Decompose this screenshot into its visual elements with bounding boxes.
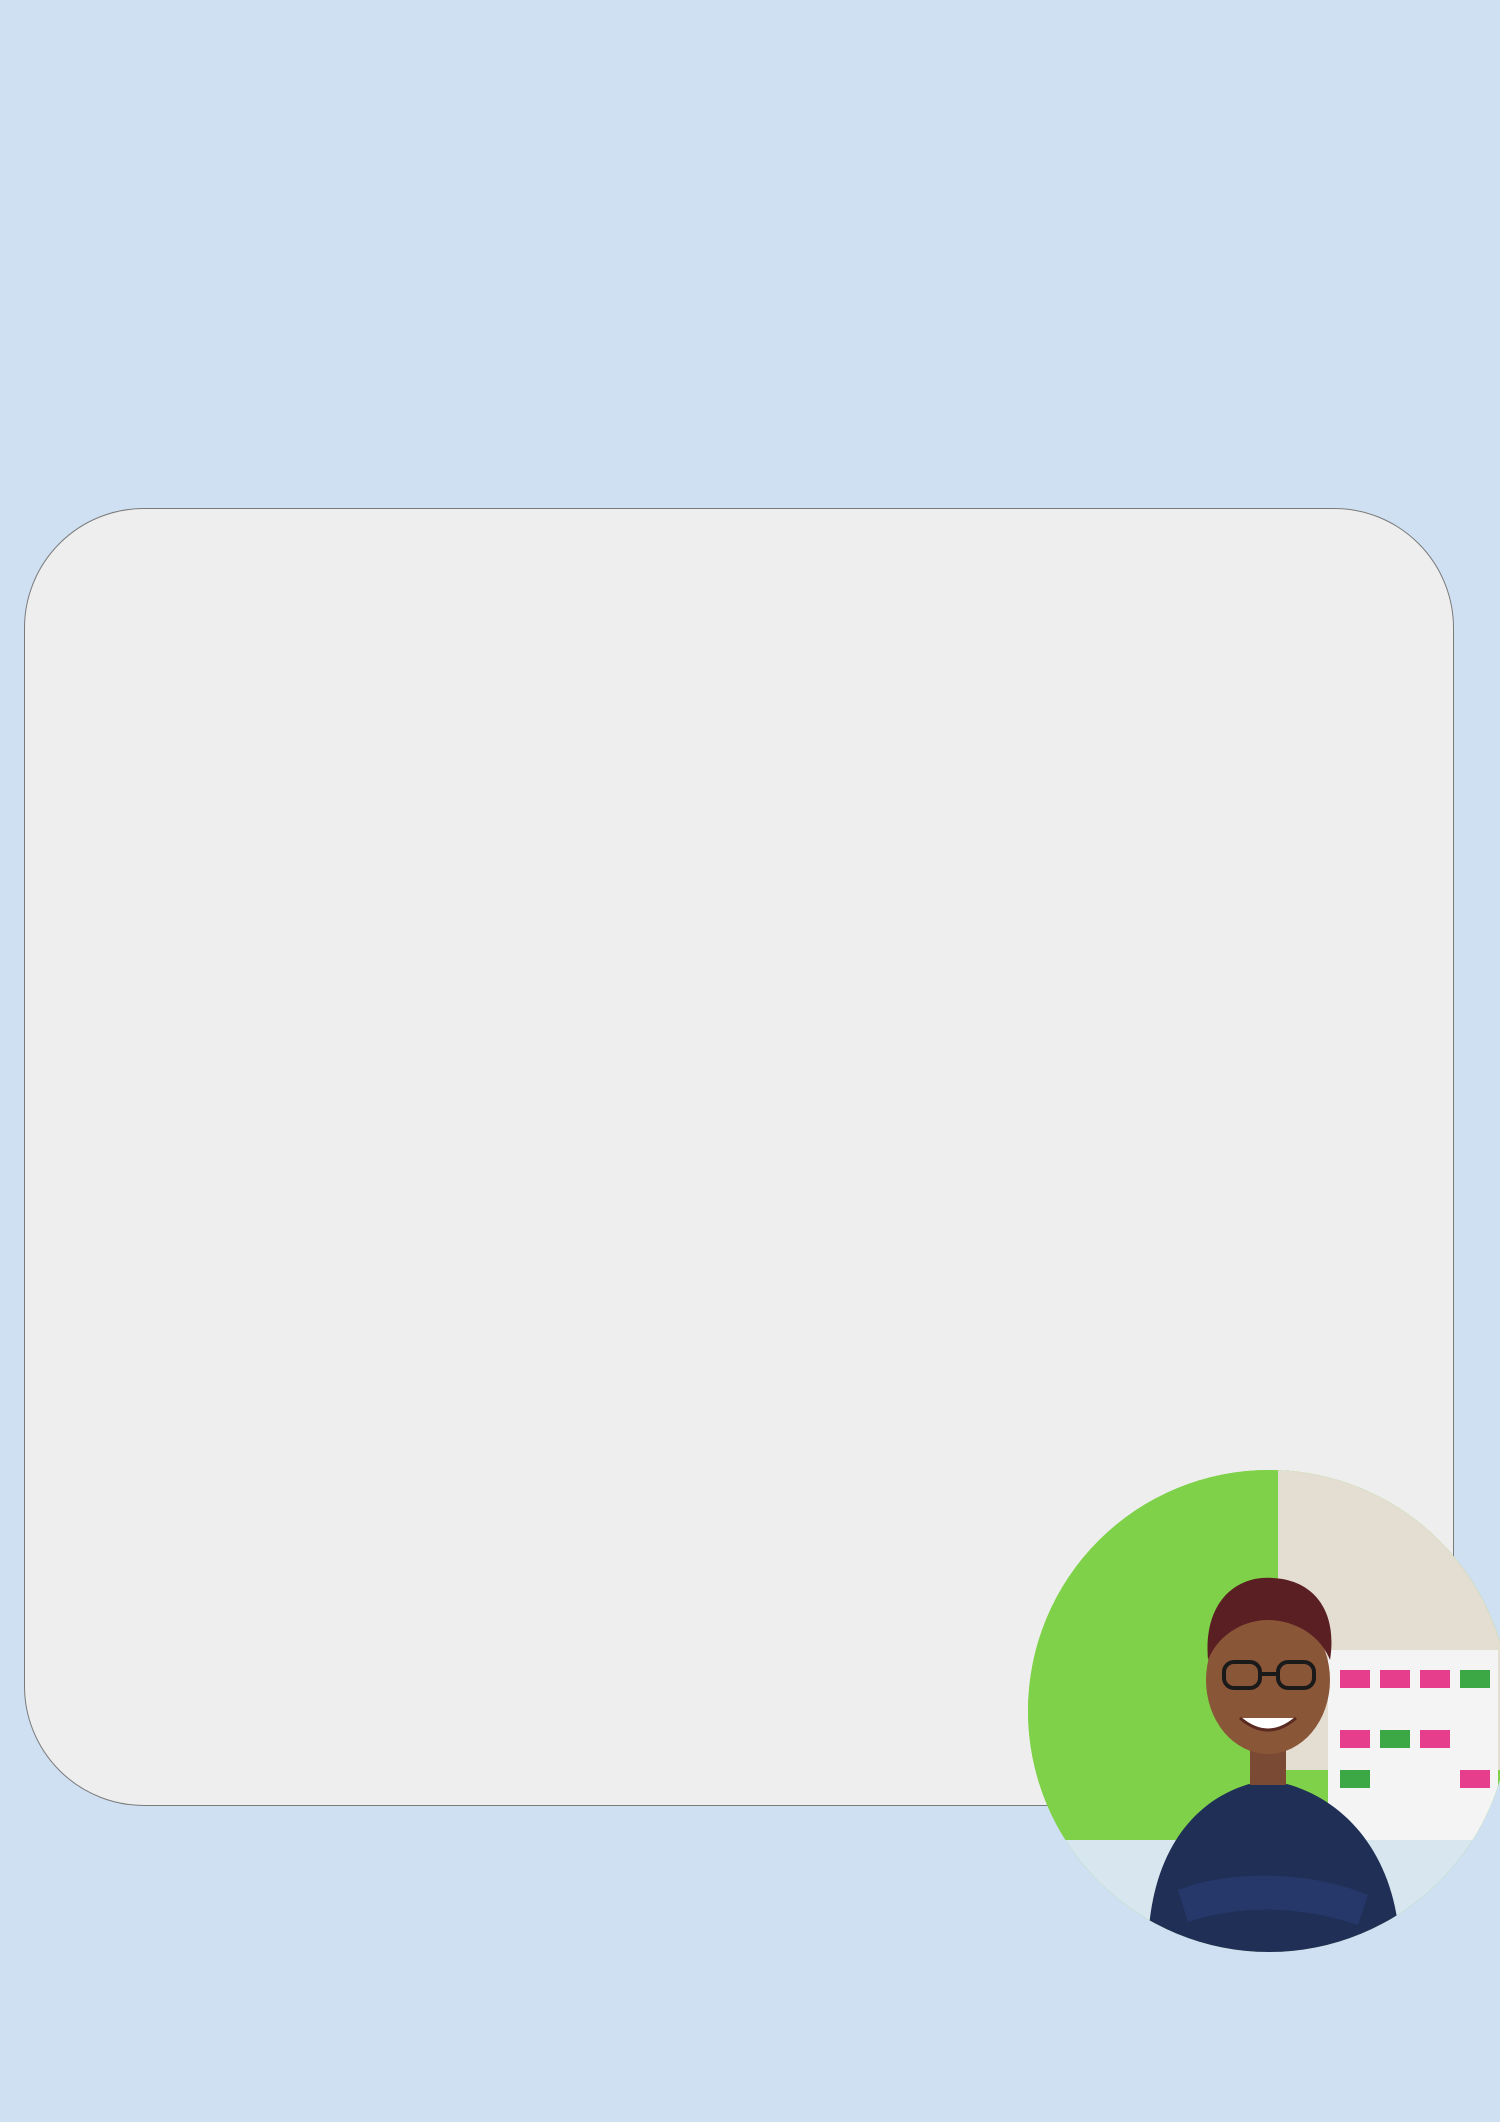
- spacer: [92, 604, 1382, 646]
- letter-body: [92, 562, 1382, 687]
- teacher-photo: [1028, 1470, 1500, 1952]
- page-title: [0, 340, 1500, 500]
- teacher-photo-illustration: [1028, 1470, 1500, 1952]
- pencils-top-border: [0, 0, 1500, 370]
